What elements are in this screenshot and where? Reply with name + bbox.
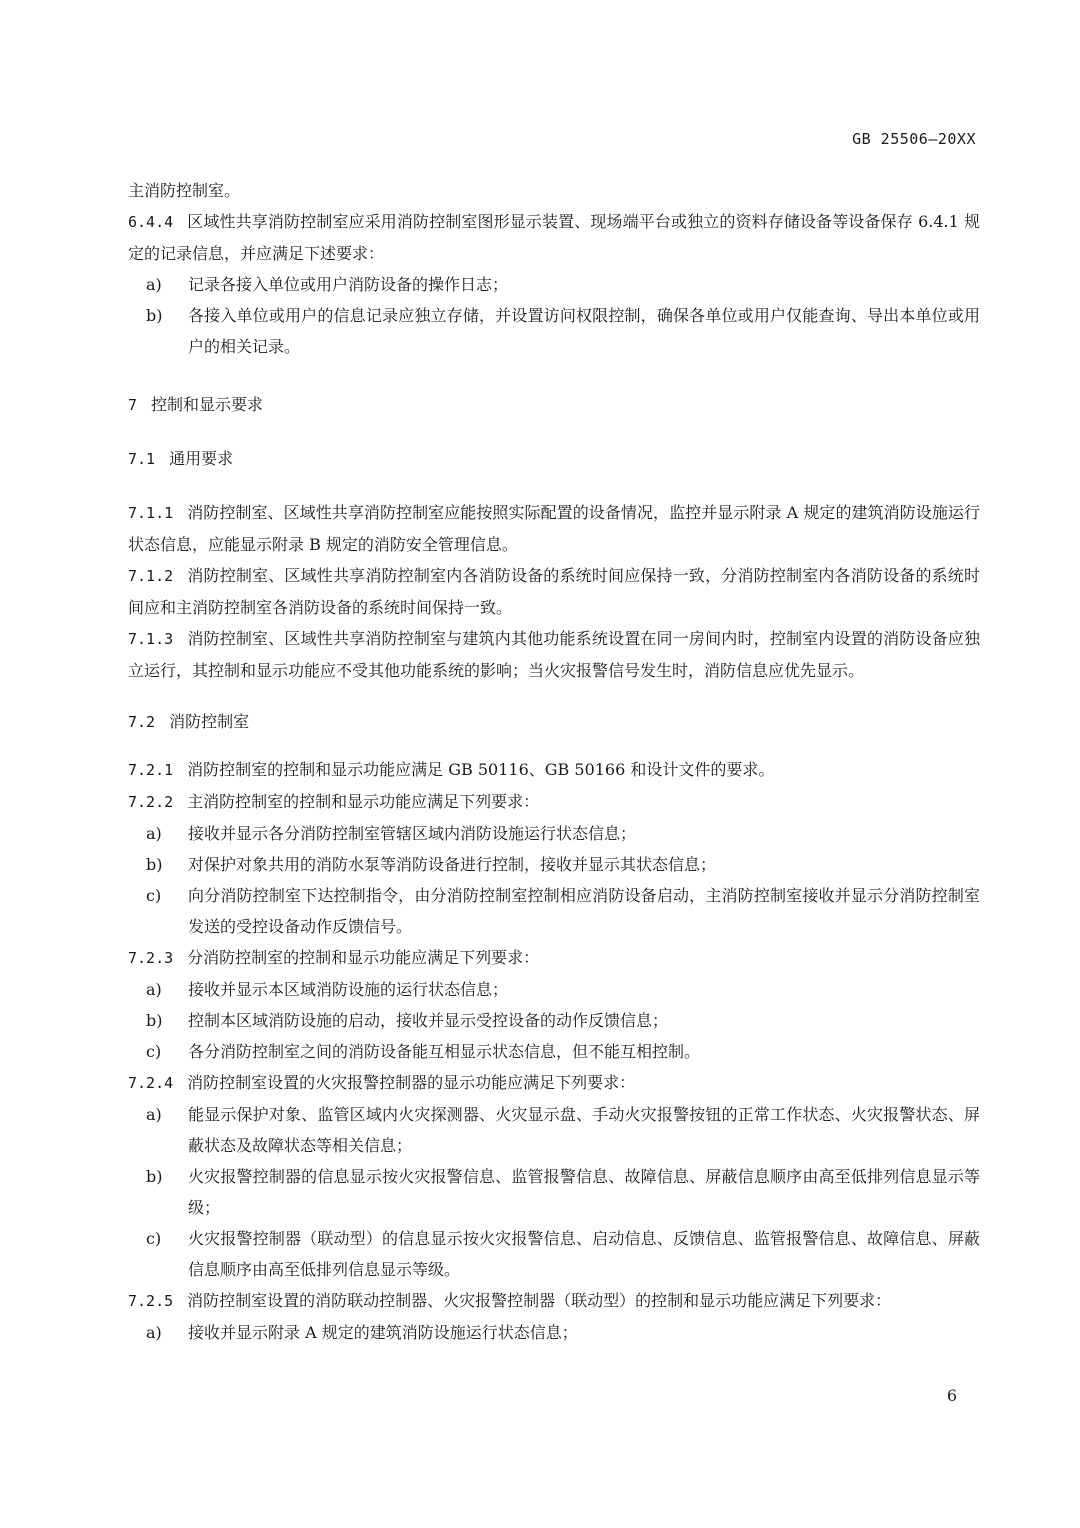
- clause-7-1-2: [128, 560, 980, 623]
- clause-7-2-2: [128, 786, 980, 818]
- list-item-label: b): [146, 855, 163, 874]
- list-item: [128, 974, 980, 1005]
- list-item: [128, 1099, 980, 1161]
- clause-number: 7.1.3: [128, 630, 174, 648]
- heading-title: 控制和显示要求: [151, 395, 264, 414]
- list-item-label: a): [146, 824, 162, 843]
- list-item-label: b): [146, 1167, 163, 1186]
- clause-text: 消防控制室、区域性共享消防控制室应能按照实际配置的设备情况，监控并显示附录 A 规定的建筑消防设施运行状态信息，应能显示附录 B 规定的消防安全管理信息。: [128, 503, 980, 554]
- clause-number: 7.2.5: [128, 1292, 174, 1310]
- clause-7-2-3: [128, 942, 980, 974]
- list-item-label: b): [146, 1011, 163, 1030]
- list-item-text: 向分消防控制室下达控制指令，由分消防控制室控制相应消防设备启动，主消防控制室接收并显示分消防控制室发送的受控设备动作反馈信号。: [188, 886, 980, 936]
- clause-number: 7.2.3: [128, 949, 174, 967]
- list-item-text: 接收并显示各分消防控制室管辖区域内消防设施运行状态信息；: [188, 824, 637, 843]
- list-item: [128, 1223, 980, 1285]
- clause-number: 6.4.4: [128, 213, 174, 231]
- page-number: 6: [946, 1386, 957, 1405]
- list-item-text: 对保护对象共用的消防水泵等消防设备进行控制，接收并显示其状态信息；: [188, 855, 717, 874]
- list-item: [128, 880, 980, 942]
- list-item-text: 记录各接入单位或用户消防设备的操作日志；: [188, 275, 509, 294]
- list-item-text: 接收并显示本区域消防设施的运行状态信息；: [188, 980, 509, 999]
- list-item-text: 火灾报警控制器的信息显示按火灾报警信息、监管报警信息、故障信息、屏蔽信息顺序由高至低排列信息显示等级；: [188, 1167, 980, 1217]
- clause-number: 7.1.1: [128, 504, 174, 522]
- list-item: [128, 269, 980, 300]
- list-item-label: c): [146, 1042, 162, 1061]
- section-heading-7-2: [128, 706, 980, 738]
- clause-7-2-4: [128, 1067, 980, 1099]
- clause-7-1-1: [128, 497, 980, 560]
- list-item-label: c): [146, 886, 162, 905]
- document-id: GB 25506—20XX: [852, 130, 976, 148]
- clause-number: 7.1.2: [128, 567, 174, 585]
- heading-title: 通用要求: [169, 449, 234, 468]
- list-item-label: b): [146, 306, 163, 325]
- list-item: [128, 849, 980, 880]
- heading-number: 7.1: [128, 450, 156, 468]
- clause-text: 消防控制室设置的火灾报警控制器的显示功能应满足下列要求：: [187, 1073, 636, 1092]
- clause-number: 7.2.4: [128, 1074, 174, 1092]
- clause-text: 区域性共享消防控制室应采用消防控制室图形显示装置、现场端平台或独立的资料存储设备等设备保存 6.4.1 规定的记录信息，并应满足下述要求：: [128, 212, 980, 263]
- list-item-text: 各接入单位或用户的信息记录应独立存储，并设置访问权限控制，确保各单位或用户仅能查询、导出本单位或用户的相关记录。: [188, 306, 980, 356]
- list-item-text: 接收并显示附录 A 规定的建筑消防设施运行状态信息；: [188, 1323, 578, 1342]
- heading-number: 7.2: [128, 713, 156, 731]
- heading-number: 7: [128, 396, 138, 414]
- section-heading-7: [128, 389, 980, 421]
- clause-text: 分消防控制室的控制和显示功能应满足下列要求：: [187, 948, 540, 967]
- clause-7-2-5: [128, 1285, 980, 1317]
- list-item-label: a): [146, 980, 162, 999]
- list-item-text: 火灾报警控制器（联动型）的信息显示按火灾报警信息、启动信息、反馈信息、监管报警信息、故障信息、屏蔽信息顺序由高至低排列信息显示等级。: [188, 1229, 980, 1279]
- list-item-label: a): [146, 275, 162, 294]
- list-item-text: 各分消防控制室之间的消防设备能互相显示状态信息，但不能互相控制。: [188, 1042, 701, 1061]
- list-item: [128, 818, 980, 849]
- clause-text: 主消防控制室的控制和显示功能应满足下列要求：: [187, 792, 540, 811]
- clause-text: 消防控制室设置的消防联动控制器、火灾报警控制器（联动型）的控制和显示功能应满足下列要求：: [187, 1291, 892, 1310]
- clause-text: 消防控制室、区域性共享消防控制室与建筑内其他功能系统设置在同一房间内时，控制室内设置的消防设备应独立运行，其控制和显示功能应不受其他功能系统的影响；当火灾报警信号发生时，消防信息应优先显示。: [128, 629, 980, 680]
- clause-7-1-3: [128, 623, 980, 686]
- list-item: [128, 1161, 980, 1223]
- list-item-text: 能显示保护对象、监管区域内火灾探测器、火灾显示盘、手动火灾报警按钮的正常工作状态、火灾报警状态、屏蔽状态及故障状态等相关信息；: [188, 1105, 980, 1155]
- clause-text: 消防控制室的控制和显示功能应满足 GB 50116、GB 50166 和设计文件的要求。: [187, 760, 775, 779]
- list-item-label: a): [146, 1323, 162, 1342]
- clause-number: 7.2.2: [128, 793, 174, 811]
- section-heading-7-1: [128, 443, 980, 475]
- paragraph-continuation: 主消防控制室。: [128, 181, 241, 200]
- list-item-label: a): [146, 1105, 162, 1124]
- list-item: [128, 1005, 980, 1036]
- document-body: [128, 175, 980, 1348]
- list-item: [128, 1317, 980, 1348]
- list-item-text: 控制本区域消防设施的启动，接收并显示受控设备的动作反馈信息；: [188, 1011, 669, 1030]
- list-item-label: c): [146, 1229, 162, 1248]
- clause-7-2-1: [128, 754, 980, 786]
- clause-number: 7.2.1: [128, 761, 174, 779]
- heading-title: 消防控制室: [169, 712, 250, 731]
- list-item: [128, 300, 980, 362]
- clause-6-4-4: [128, 206, 980, 269]
- clause-text: 消防控制室、区域性共享消防控制室内各消防设备的系统时间应保持一致，分消防控制室内各消防设备的系统时间应和主消防控制室各消防设备的系统时间保持一致。: [128, 566, 980, 617]
- list-item: [128, 1036, 980, 1067]
